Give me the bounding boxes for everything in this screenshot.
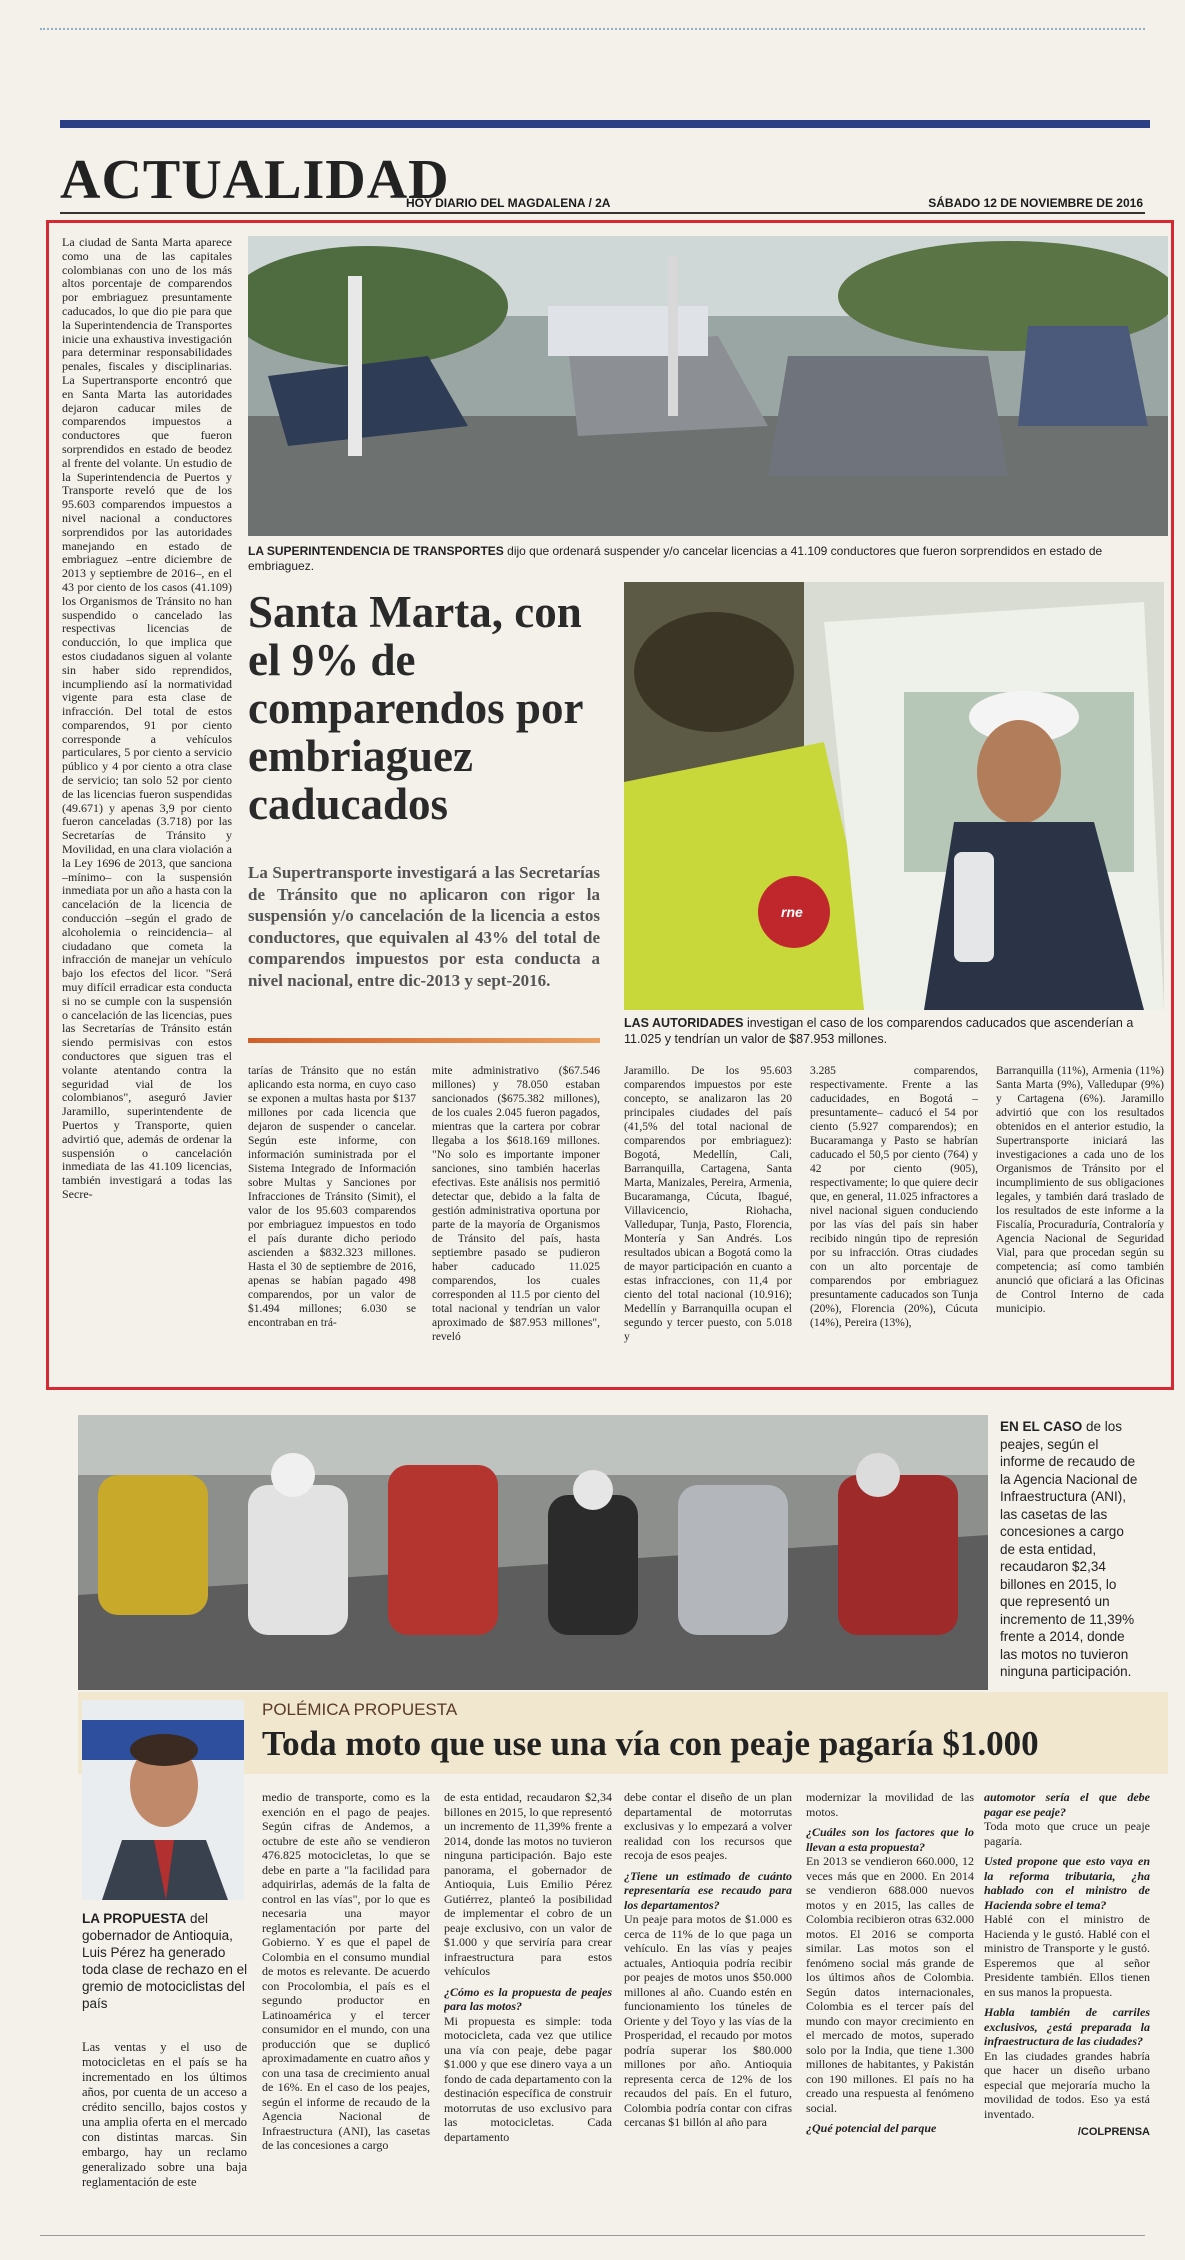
column-text: de esta entidad, recaudaron $2,34 billones en 2015, lo que representó un incremento de 11,39% frente a 2014, donde las motos no tuvieron ninguna participación. Bajo este panorama, el gobernador de Antioquia, Luis Emilio Pérez Gutiérrez, planteó la posibilidad de implementar el cobro de un peaje exclusivo, con un valor de $1.000 y que serviría para crear infraestructura para estos vehículos	[444, 1790, 612, 1978]
interview-answer: Toda moto que cruce un peaje pagaría.	[984, 1819, 1150, 1848]
top-blue-rule	[60, 120, 1150, 128]
traffic-photo	[248, 236, 1168, 536]
deck-underline	[248, 1038, 600, 1043]
caption-text: dijo que ordenará suspender y/o cancelar licencias a 41.109 conductores que fueron sorprendidos en estado de embriaguez.	[248, 544, 1103, 573]
caption-lead: LA PROPUESTA	[82, 1911, 187, 1926]
story2-column-2	[444, 1790, 612, 2200]
interview-question: ¿Tiene un estimado de cuánto representaría ese recaudo para los departamentos?	[624, 1868, 792, 1912]
story2-kicker: POLÉMICA PROPUESTA	[262, 1700, 458, 1719]
interview-answer: Un peaje para motos de $1.000 es cerca de 11% de lo que paga un vehículo. En las vías y peajes actuales, Antioquia podría recibir por peajes de motos unos $50.000 millones al año. Cuando estén en funcionamiento los túneles de Oriente y del Toyo y las vías de la Prosperidad, el recaudo por motos podría superar los $80.000 millones por año. Antioquia representa cerca de 12% de los recaudos del país. En el futuro, Colombia podría contar con cifras cercanas $1 billón al año para	[624, 1912, 792, 2129]
publication-name: HOY DIARIO DEL MAGDALENA / 2A	[406, 196, 611, 210]
bottom-rule	[40, 2235, 1145, 2236]
interview-answer: En 2013 se vendieron 660.000, 12 veces más que en 2000. En 2014 se vendieron 688.000 nuevos motos y en 2015, las calles de Colombia recibieron otras 632.000 motos. El 2016 se comporta similar. Las motos son el fenómeno social más grande de los últimos años de Colombia. Según datos internacionales, Colombia es el tercer país del mundo con mayor crecimiento en el mercado de motos, superado solo por la India, que tiene 1.300 millones de habitantes, y Pakistán con 190 millones. El país no ha creado una respuesta al fenómeno social.	[806, 1854, 974, 2115]
story2-column-3	[624, 1790, 792, 2200]
story1-column-2: mite administrativo ($67.546 millones) y 78.050 estaban sancionados ($675.382 millones), de los cuales 2.045 fueron pagados, mientras que la cartera por cobrar llegaba a los $618.169 millones. "No solo es importante imponer sanciones, sino también hacerlas efectivas. Este análisis nos permitió detectar que, debido a la falta de gestión administrativa oportuna por parte de la mayoría de Organismos de Tránsito del país, hasta septiembre pasado se pudieron haber caducado 11.025 comparendos, los cuales corresponden al 11.5 por ciento del total nacional y tendrían un valor aproximado de $87.953 millones", reveló	[432, 1065, 600, 1343]
microphone-label: rne	[781, 904, 803, 920]
story1-column-3: Jaramillo. De los 95.603 comparendos impuestos por este concepto, se analizaron las 20 principales ciudades del país (41,5% del total nacional de comparendos por embriaguez): Bogotá, Medellín, Cali, Barranquilla, Cartagena, Santa Marta, Manizales, Pereira, Armenia, Bucaramanga, Cúcuta, Ibagué, Villavicencio, Riohacha, Valledupar, Tunja, Pasto, Florencia, Montería y San Andrés. Los resultados ubican a Bogotá como la de mayor participación en cuanto a estas infracciones, con 11,4 por ciento del total nacional (10.916); Medellín y Barranquilla ocupan el segundo y tercer puesto, con 5.018 y	[624, 1065, 792, 1343]
interview-answer: En las ciudades grandes habría que hacer un diseño urbano especial que mejoraría mucho la movilidad de todos. Eso ya está inventado.	[984, 2048, 1150, 2121]
interview-question: Habla también de carriles exclusivos, ¿está preparada la infraestructura de las ciudades?	[984, 2005, 1150, 2048]
caption-lead: LA SUPERINTENDENCIA DE TRANSPORTES	[248, 544, 504, 558]
story1-column-1: tarías de Tránsito que no están aplicando esta norma, en cuyo caso se exponen a multas hasta por $137 millones por cada licencia que dejaron de suspender o cancelar. Según este informe, con información suministrada por el Sistema Integrado de Información sobre Multas y Sanciones por Infracciones de Tránsito (Simit), el valor de los 95.603 comparendos por embriaguez impuestos en todo el país durante dicho periodo ascienden a $832.323 millones. Hasta el 30 de septiembre de 2016, apenas se habían pagado 498 comparendos, por un valor de $1.494 millones; 6.030 se encontraban en trá-	[248, 1065, 416, 1329]
top-dashed-rule	[40, 28, 1145, 30]
interview-question: ¿Cuáles son los factores que lo llevan a esta propuesta?	[806, 1825, 974, 1854]
caption-text: investigan el caso de los comparendos caducados que ascenderían a 11.025 y tendrían un valor de $87.953 millones.	[624, 1016, 1134, 1046]
traffic-photo-caption	[248, 544, 1168, 574]
story2-column-5	[984, 1790, 1150, 2200]
column-text: modernizar la movilidad de las motos.	[806, 1790, 974, 1819]
interview-answer: Hablé con el ministro de Hacienda y le gustó. Hablé con el ministro de Transporte y le gustó. Esperemos que al señor Presidente también. Ellos tienen en sus manos la propuesta.	[984, 1912, 1150, 1999]
breathalyzer-photo	[624, 582, 1164, 1010]
caption-lead: EN EL CASO	[1000, 1419, 1083, 1434]
motorcycles-photo	[78, 1415, 988, 1690]
story1-column-5: Barranquilla (11%), Armenia (11%) Santa Marta (9%), Valledupar (9%) y Cartagena (6%). Jaramillo advirtió que con los resultados obtenidos en el anterior estudio, la Supertransporte iniciará las investigaciones a cada uno de los Organismos de Tránsito por el incumplimiento de sus obligaciones legales, y también dará traslado de los resultados de este informe a la Fiscalía, Procuraduría, Contraloría y Agencia Nacional de Seguridad Vial, para que procedan según su competencia; así como también anunció que oficiará a las Oficinas de Control Interno de cada municipio.	[996, 1065, 1164, 1315]
section-title: ACTUALIDAD	[60, 149, 450, 211]
story1-left-column: La ciudad de Santa Marta aparece como una de las capitales colombianas con uno de los más altos porcentaje de comparendos por embriaguez presuntamente caducados, lo que dio pie para que la Superintendencia de Transportes inicie una exhaustiva investigación para determinar responsabilidades penales, fiscales y disciplinarias. La Supertransporte encontró que en Santa Marta las autoridades dejaron caducar miles de comparendos impuestos a conductores que fueron sorprendidos en estado de beodez al frente del volante. Un estudio de la Superintendencia de Puertos y Transporte reveló que de los 95.603 comparendos impuestos a nivel nacional a conductores sorprendidos por las autoridades manejando en estado de embriaguez –entre diciembre de 2013 y septiembre de 2016–, en el 43 por ciento de los casos (41.109) los Organismos de Tránsito no han suspendido o cancelado las respectivas licencias de conducción, lo que implica que estos ciudadanos siguen al volante sin haber sido reprendidos, incumpliendo así la normatividad vigente para esta clase de infracción. Del total de estos comparendos, 91 por ciento corresponde a vehículos particulares, 5 por ciento a servicio público y 4 por ciento a otra clase de servicio; tan solo 52 por ciento de las licencias fueron suspendidas (49.671) y apenas 3,9 por ciento fueron canceladas (3.718) por las Secretarías de Tránsito y Movilidad, en una clara violación a la Ley 1696 de 2013, que sanciona –mínimo– con la suspensión inmediata por un año a hasta con la cancelación de la licencia de conducción –según el grado de alcoholemia o reincidencia– al ciudadano que cometa la infracción de manejar un vehículo bajo los efectos del licor. "Será muy difícil erradicar esta conducta si no se cumple con la suspensión o cancelación de las licencias, pues las Secretarías de Tránsito están siendo permisivas con estos conductores que siguen tras el volante atentando contra la seguridad vial de los colombianos", aseguró Javier Jaramillo, superintendente de Puertos y Transporte, quien advirtió que, además de ordenar la suspensión o cancelación inmediata de las 41.109 licencias, también investigará a todas las Secre-	[62, 236, 232, 1201]
column-text: debe contar el diseño de un plan departamental de motorrutas exclusivas y lo empezará a volver realidad con los recursos que recoja de esos peajes.	[624, 1790, 792, 1862]
story1-headline: Santa Marta, con el 9% de comparendos por embriaguez caducados	[248, 587, 583, 829]
interview-question: automotor sería el que debe pagar ese peaje?	[984, 1790, 1150, 1819]
story2-headline: Toda moto que use una vía con peaje pagaría $1.000	[262, 1724, 1039, 1763]
toll-side-caption	[1000, 1418, 1140, 1681]
interview-answer: Mi propuesta es simple: toda motocicleta, cada vez que utilice una vía con peaje, debe pagar $1.000 y que ese dinero vaya a un fondo de cada departamento con la destinación específica de construir motorrutas de uso exclusivo para las motocicletas. Cada departamento	[444, 2013, 612, 2144]
story-credit: /COLPRENSA	[1077, 2126, 1150, 2138]
caption-text: de los peajes, según el informe de recaudo de la Agencia Nacional de Infraestructura (ANI), las casetas de las concesiones a cargo de esta entidad, recaudaron $2,34 billones en 2015, lo que representó un incremento de 11,39% frente a 2014, donde las motos no tuvieron ninguna participación.	[1000, 1419, 1138, 1679]
caption-lead: LAS AUTORIDADES	[624, 1016, 744, 1030]
story2-column-1: medio de transporte, como es la exención en el pago de peajes. Según cifras de Andemos, a octubre de este año se vendieron 476.825 motocicletas, lo que se debe en parte a "la facilidad para adquirirlas, además de la falta de control en las vías", por lo que es necesaria una mayor reglamentación por parte del Gobierno. Y es que el papel de Colombia en el consumo mundial de motos es relevante. De acuerdo con Procolombia, el país es el segundo productor en Latinoamérica y el tercer consumidor en el mundo, con una producción que se duplicó aproximadamente en cuatro años y con una tasa de crecimiento anual de 16%. En el caso de los peajes, según el informe de recaudo de la Agencia Nacional de Infraestructura (ANI), las casetas de las concesiones a cargo	[262, 1790, 430, 2152]
story2-column-4	[806, 1790, 974, 2200]
story1-deck: La Supertransporte investigará a las Secretarías de Tránsito que no aplicaron con rigor la suspensión y/o cancelación de la licencia a estos conductores, que equivalen al 43% del total de comparendos impuestos por esta conducta a nivel nacional, entre dic-2013 y sept-2016.	[248, 863, 600, 990]
governor-portrait	[82, 1700, 244, 1900]
issue-date: SÁBADO 12 DE NOVIEMBRE DE 2016	[928, 196, 1143, 210]
breathalyzer-photo-caption	[624, 1015, 1164, 1047]
interview-question: ¿Cómo es la propuesta de peajes para las motos?	[444, 1984, 612, 2013]
header-rule	[60, 212, 1145, 214]
portrait-caption	[82, 1910, 250, 2012]
interview-question: ¿Qué potencial del parque	[806, 2121, 937, 2135]
interview-question: Usted propone que esto vaya en la reforma tributaria, ¿ha hablado con el ministro de Hacienda sobre el tema?	[984, 1854, 1150, 1912]
story1-column-4: 3.285 comparendos, respectivamente. Frente a las caducidades, en Bogotá –presuntamente– caducó el 54 por ciento (5.927 comparendos); en Bucaramanga y Pasto se habrían caducado el 50,5 por ciento (764) y 42 por ciento (905), respectivamente; lo que quiere decir que, en general, 11.025 infractores a nivel nacional siguen conduciendo por las vías del país sin haber recibido ningún tipo de represión por su infracción. Otras ciudades con un alto porcentaje de comparendos por embriaguez presuntamente caducados son Tunja (20%), Florencia (20%), Cúcuta (14%), Pereira (13%),	[810, 1065, 978, 1329]
story2-left-text: Las ventas y el uso de motocicletas en el país se ha incrementado en los últimos años, por cuenta de un acceso a crédito sencillo, bajos costos y una amplia oferta en el mercado con distintas marcas. Sin embargo, hay un reclamo generalizado sobre una baja reglamentación de este	[82, 2040, 247, 2189]
caption-text: del gobernador de Antioquia, Luis Pérez ha generado toda clase de rechazo en el gremio de motociclistas del país	[82, 1911, 248, 2011]
